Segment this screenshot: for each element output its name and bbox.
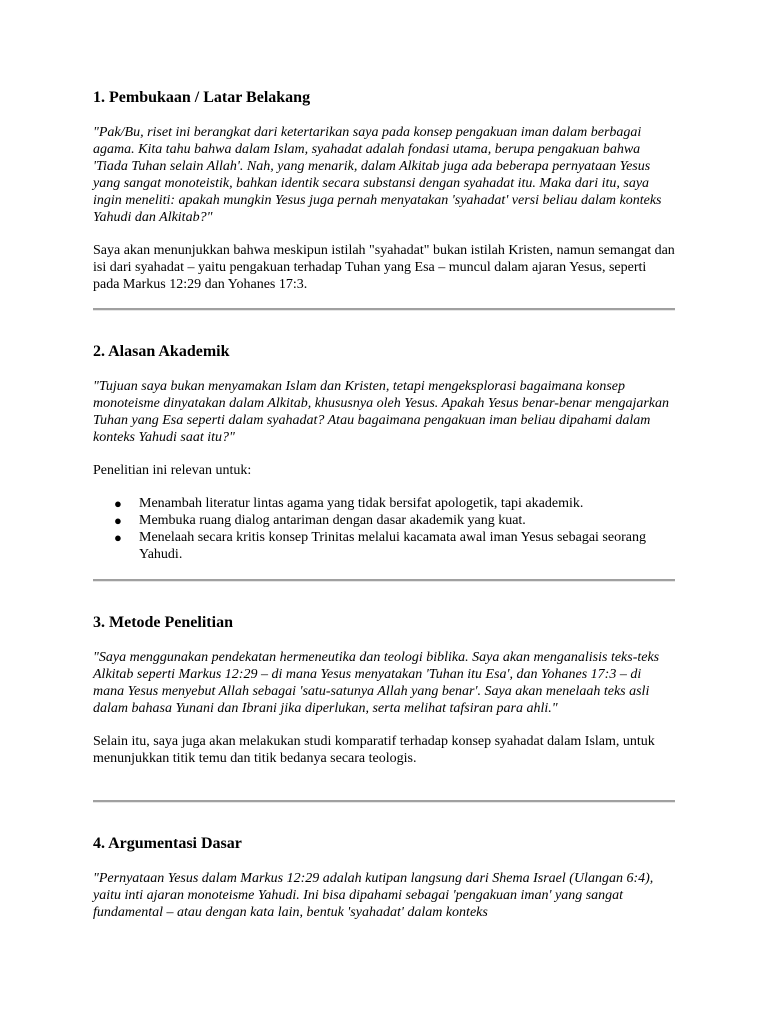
list-item: ● Menelaah secara kritis konsep Trinitas melalui kacamata awal iman Yesus sebagai seorang Yahudi. bbox=[114, 530, 646, 562]
section-quote: "Pak/Bu, riset ini berangkat dari ketertarikan saya pada konsep pengakuan iman dalam berbagai agama. Kita tahu bahwa dalam Islam, syahadat adalah fondasi utama, berupa pengakuan bahwa 'Tiada Tuhan selain Allah'. Nah, yang menarik, dalam Alkitab juga ada beberapa pernyataan Yesus yang sangat monoteistik, bahkan identik secara substansi dengan syahadat itu. Maka dari itu, saya ingin meneliti: apakah mungkin Yesus juga pernah menyatakan 'syahadat' versi beliau dalam konteks Yahudi dan Alkitab?" bbox=[93, 125, 662, 225]
bullet-icon: ● bbox=[114, 496, 122, 511]
section-metode-penelitian bbox=[93, 613, 675, 767]
section-body: Selain itu, saya juga akan melakukan studi komparatif terhadap konsep syahadat dalam Islam, untuk menunjukkan titik temu dan titik bedanya secara teologis. bbox=[93, 734, 655, 766]
section-divider bbox=[93, 800, 675, 803]
section-quote: "Tujuan saya bukan menyamakan Islam dan Kristen, tetapi mengeksplorasi bagaimana konsep monoteisme dinyatakan dalam Alkitab, khususnya oleh Yesus. Apakah Yesus benar-benar mengajarkan Tuhan yang Esa seperti dalam syahadat? Atau bagaimana pengakuan iman beliau dipahami dalam konteks Yahudi saat itu?" bbox=[93, 379, 670, 445]
list-item: ● Menambah literatur lintas agama yang tidak bersifat apologetik, tapi akademik. bbox=[114, 496, 584, 511]
section-heading: 4. Argumentasi Dasar bbox=[93, 835, 242, 852]
section-body: Saya akan menunjukkan bahwa meskipun istilah "syahadat" bukan istilah Kristen, namun semangat dan isi dari syahadat – yaitu pengakuan terhadap Tuhan yang Esa – muncul dalam ajaran Yesus, seperti pada Markus 12:29 dan Yohanes 17:3. bbox=[93, 243, 675, 292]
section-alasan-akademik bbox=[93, 342, 675, 563]
section-heading: 1. Pembukaan / Latar Belakang bbox=[93, 89, 311, 106]
bullet-icon: ● bbox=[114, 530, 122, 545]
bullet-icon: ● bbox=[114, 513, 122, 528]
section-intro: Penelitian ini relevan untuk: bbox=[93, 463, 252, 478]
section-quote: "Pernyataan Yesus dalam Markus 12:29 adalah kutipan langsung dari Shema Israel (Ulangan 6:4), yaitu inti ajaran monoteisme Yahudi. Ini bisa dipahami sebagai 'pengakuan iman' yang sangat fundamental – atau dengan kata lain, bentuk 'syahadat' dalam konteks bbox=[93, 871, 654, 920]
section-argumentasi-dasar bbox=[93, 834, 675, 921]
list-item: ● Membuka ruang dialog antariman dengan dasar akademik yang kuat. bbox=[114, 513, 526, 528]
section-quote: "Saya menggunakan pendekatan hermeneutika dan teologi biblika. Saya akan menganalisis teks-teks Alkitab seperti Markus 12:29 – di mana Yesus menyatakan 'Tuhan itu Esa', dan Yohanes 17:3 – di mana Yesus menyebut Allah sebagai 'satu-satunya Allah yang benar'. Saya akan menelaah teks asli dalam bahasa Yunani dan Ibrani jika diperlukan, serta melihat tafsiran para ahli." bbox=[93, 650, 660, 716]
section-pembukaan bbox=[93, 88, 675, 293]
section-heading: 2. Alasan Akademik bbox=[93, 343, 230, 360]
section-divider bbox=[93, 579, 675, 582]
bullet-list bbox=[93, 495, 675, 563]
section-heading: 3. Metode Penelitian bbox=[93, 614, 233, 631]
section-divider bbox=[93, 308, 675, 311]
